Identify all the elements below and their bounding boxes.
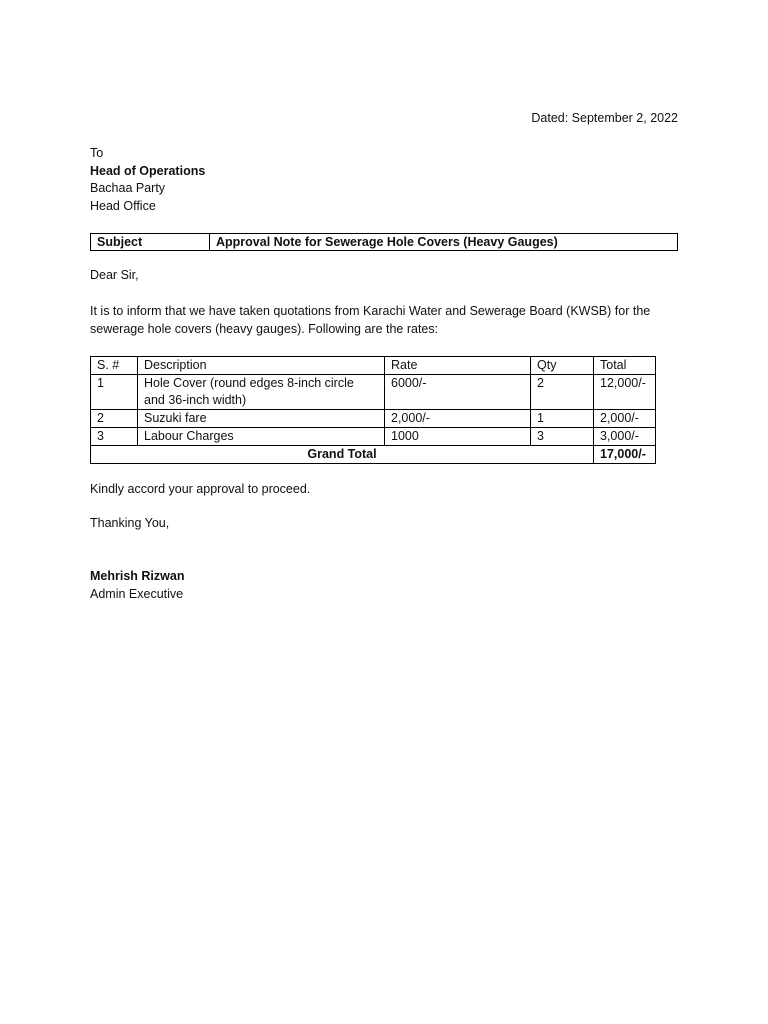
grand-total-value: 17,000/-: [594, 446, 656, 464]
cell-description: Labour Charges: [138, 428, 385, 446]
signatory-designation: Admin Executive: [90, 586, 184, 601]
cell-rate: 6000/-: [385, 375, 531, 410]
subject-table: [90, 233, 678, 251]
table-header-row: [91, 357, 656, 375]
recipient-title: Head of Operations: [90, 163, 206, 178]
cell-rate: 1000: [385, 428, 531, 446]
cell-qty: 2: [531, 375, 594, 410]
subject-label: Subject: [91, 234, 210, 251]
cell-total: 3,000/-: [594, 428, 656, 446]
header-sno: S. #: [91, 357, 138, 375]
thanks-line: Thanking You,: [90, 516, 170, 530]
subject-row: [91, 234, 678, 251]
grand-total-label: Grand Total: [91, 446, 594, 464]
recipient-office: Head Office: [90, 198, 156, 213]
cell-sno: 1: [91, 375, 138, 410]
signatory-name: Mehrish Rizwan: [90, 569, 185, 583]
letter-date: Dated: September 2, 2022: [531, 111, 678, 125]
rates-table: [90, 356, 656, 464]
cell-total: 2,000/-: [594, 410, 656, 428]
grand-total-row: [91, 446, 656, 464]
header-description: Description: [138, 357, 385, 375]
recipient-block: [90, 145, 205, 215]
table-row: [91, 375, 656, 410]
recipient-to: To: [90, 146, 104, 160]
body-paragraph: It is to inform that we have taken quotations from Karachi Water and Sewerage Board (KWSB) for the sewerage hole covers (heavy gauges). Following are the rates:: [90, 304, 651, 336]
cell-qty: 1: [531, 410, 594, 428]
header-qty: Qty: [531, 357, 594, 375]
recipient-org: Bachaa Party: [90, 181, 166, 195]
closing-line: Kindly accord your approval to proceed.: [90, 482, 311, 496]
cell-rate: 2,000/-: [385, 410, 531, 428]
cell-sno: 2: [91, 410, 138, 428]
cell-qty: 3: [531, 428, 594, 446]
subject-value: Approval Note for Sewerage Hole Covers (Heavy Gauges): [210, 234, 678, 251]
cell-total: 12,000/-: [594, 375, 656, 410]
signature-block: [90, 568, 184, 603]
cell-description: Hole Cover (round edges 8-inch circle and 36-inch width): [138, 375, 385, 410]
cell-sno: 3: [91, 428, 138, 446]
cell-description: Suzuki fare: [138, 410, 385, 428]
header-rate: Rate: [385, 357, 531, 375]
header-total: Total: [594, 357, 656, 375]
table-row: [91, 410, 656, 428]
table-row: [91, 428, 656, 446]
salutation: Dear Sir,: [90, 268, 139, 282]
